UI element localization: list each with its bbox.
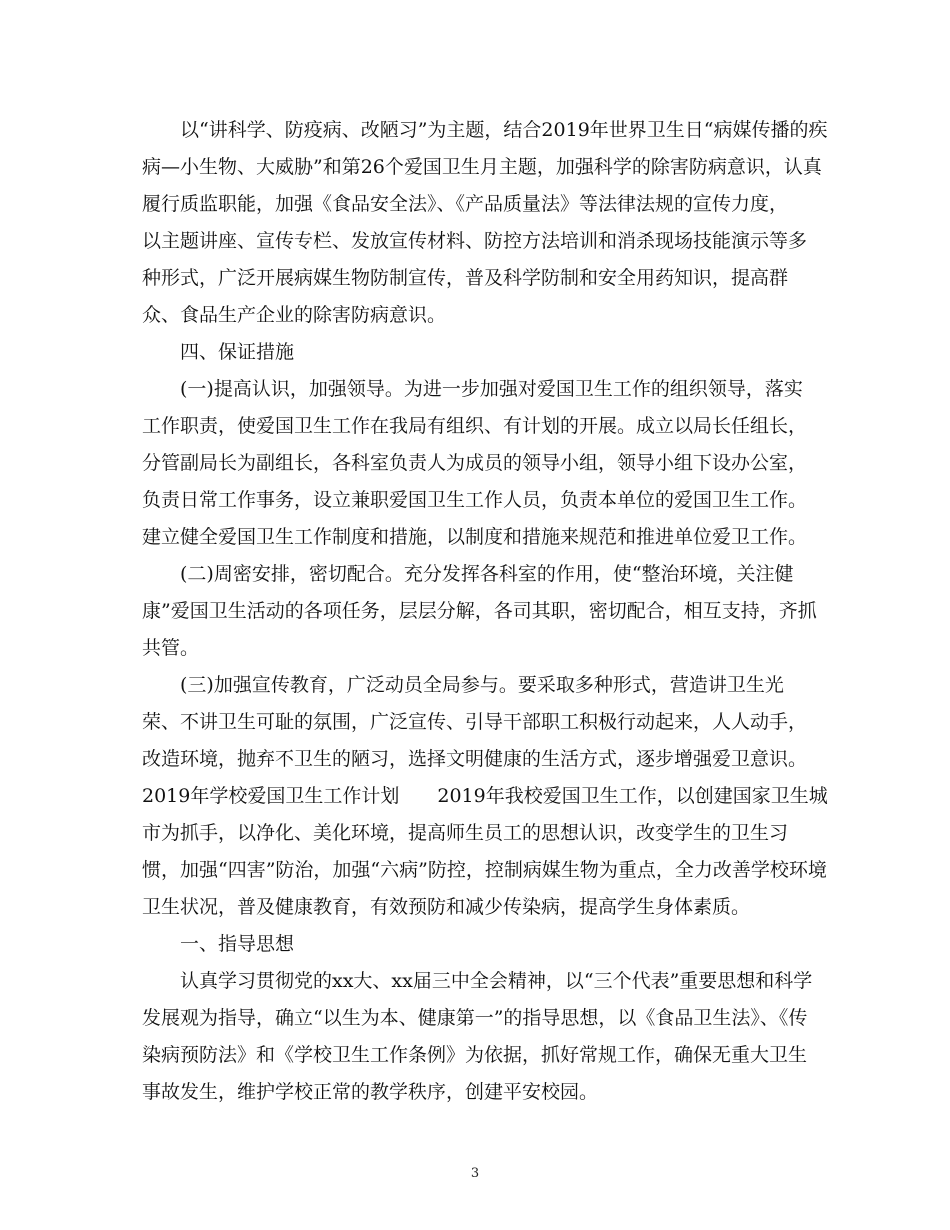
- paragraph-line: 市为抓手，以净化、美化环境，提高师生员工的思想认识，改变学生的卫生习: [142, 822, 789, 844]
- section-heading: 一、指导思想: [180, 933, 295, 955]
- page-number: 3: [470, 1166, 480, 1181]
- paragraph-line: 认真学习贯彻党的xx大、xx届三中全会精神，以“三个代表”重要思想和科学: [180, 970, 813, 992]
- paragraph-line: 分管副局长为副组长，各科室负责人为成员的领导小组，领导小组下设办公室，: [142, 452, 808, 474]
- paragraph-line: 建立健全爱国卫生工作制度和措施，以制度和措施来规范和推进单位爱卫工作。: [142, 526, 808, 548]
- paragraph-line: 负责日常工作事务，设立兼职爱国卫生工作人员，负责本单位的爱国卫生工作。: [142, 489, 808, 511]
- paragraph-line: 以“讲科学、防疫病、改陋习”为主题，结合2019年世界卫生日“病媒传播的疾: [180, 119, 828, 141]
- paragraph-line: 染病预防法》和《学校卫生工作条例》为依据，抓好常规工作，确保无重大卫生: [142, 1044, 808, 1066]
- paragraph-line: 以主题讲座、宣传专栏、发放宣传材料、防控方法培训和消杀现场技能演示等多: [142, 230, 808, 252]
- paragraph-line: 履行质监职能，加强《食品安全法》、《产品质量法》等法律法规的宣传力度，: [142, 193, 789, 215]
- paragraph-line: 改造环境，抛弃不卫生的陋习，选择文明健康的生活方式，逐步增强爱卫意识。: [142, 748, 808, 770]
- section-heading: 四、保证措施: [180, 341, 295, 363]
- paragraph-line: 病—小生物、大威胁”和第26个爱国卫生月主题，加强科学的除害防病意识，认真: [142, 156, 822, 178]
- paragraph-line: 惯，加强“四害”防治，加强“六病”防控，控制病媒生物为重点，全力改善学校环境: [142, 859, 827, 881]
- paragraph-line: 发展观为指导，确立“以生为本、健康第一”的指导思想，以《食品卫生法》、《传: [142, 1007, 808, 1029]
- paragraph-line: 卫生状况，普及健康教育，有效预防和减少传染病，提高学生身体素质。: [142, 896, 751, 918]
- paragraph-line: 2019年学校爱国卫生工作计划 2019年我校爱国卫生工作，以创建国家卫生城: [142, 785, 828, 807]
- paragraph-line: (一)提高认识，加强领导。为进一步加强对爱国卫生工作的组织领导，落实: [180, 378, 803, 400]
- paragraph-line: 康”爱国卫生活动的各项任务，层层分解，各司其职，密切配合，相互支持，齐抓: [142, 600, 817, 622]
- paragraph-line: 共管。: [142, 637, 200, 659]
- paragraph-line: (三)加强宣传教育，广泛动员全局参与。要采取多种形式，营造讲卫生光: [180, 674, 784, 696]
- paragraph-line: 事故发生，维护学校正常的教学秩序，创建平安校园。: [142, 1081, 599, 1103]
- paragraph-line: 荣、不讲卫生可耻的氛围，广泛宣传、引导干部职工积极行动起来，人人动手，: [142, 711, 808, 733]
- paragraph-line: 众、食品生产企业的除害防病意识。: [142, 304, 447, 326]
- paragraph-line: (二)周密安排，密切配合。充分发挥各科室的作用，使“整治环境，关注健: [180, 563, 794, 585]
- paragraph-line: 种形式，广泛开展病媒生物防制宣传，普及科学防制和安全用药知识，提高群: [142, 267, 789, 289]
- paragraph-line: 工作职责，使爱国卫生工作在我局有组织、有计划的开展。成立以局长任组长，: [142, 415, 808, 437]
